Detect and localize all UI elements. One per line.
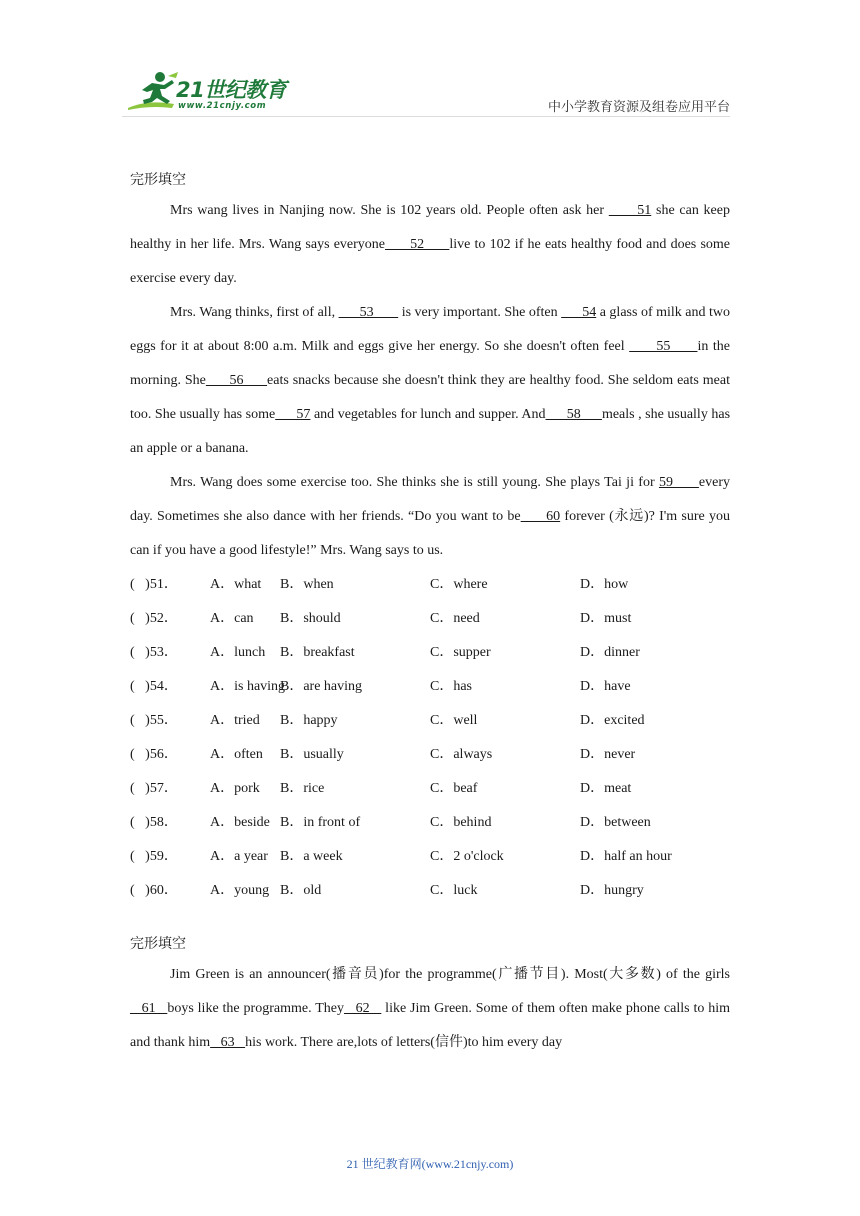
option-b: B．when [280, 577, 334, 592]
option-d: D．excited [580, 713, 645, 728]
header-divider [122, 116, 730, 117]
option-d: D．dinner [580, 645, 640, 660]
option-a: A．lunch [210, 645, 266, 660]
question-row [130, 568, 730, 602]
option-d: D．how [580, 577, 629, 592]
page-header [0, 0, 860, 130]
blank-54: 54 [561, 305, 597, 320]
option-a: A．pork [210, 781, 260, 796]
question-list [130, 568, 730, 908]
option-d: D．half an hour [580, 849, 672, 864]
question-row [130, 704, 730, 738]
question-row [130, 806, 730, 840]
question-number: ( )53． [130, 645, 178, 660]
option-c: C．has [430, 679, 472, 694]
question-number: ( )52． [130, 611, 178, 626]
blank-61: 61 [130, 1001, 168, 1016]
question-row [130, 738, 730, 772]
option-c: C．2 o'clock [430, 849, 504, 864]
question-row [130, 772, 730, 806]
option-d: D．must [580, 611, 632, 626]
question-row [130, 874, 730, 908]
option-b: B．old [280, 883, 322, 898]
option-d: D．meat [580, 781, 632, 796]
question-number: ( )60． [130, 883, 178, 898]
option-b: B．should [280, 611, 341, 626]
option-a: A．beside [210, 815, 270, 830]
question-number: ( )58． [130, 815, 178, 830]
option-b: B．a week [280, 849, 343, 864]
passage-1-paragraph-2: Mrs. Wang thinks, first of all, 53 is very important. She often 54 a glass of milk and two eggs for it at about 8:00 a.m. Milk and eggs give her energy. So she doesn't often feel 55 in the morning. She 56 eats snacks because she doesn't think they are healthy food. She seldom eats meat too. She usually has some 57 and vegetables for lunch and supper. And 58 meals , she usually has an apple or a banana. [130, 305, 731, 456]
blank-63: 63 [210, 1035, 246, 1050]
question-number: ( )55． [130, 713, 178, 728]
option-a: A．often [210, 747, 263, 762]
option-a: A．can [210, 611, 254, 626]
option-b: B．rice [280, 781, 325, 796]
option-b: B．usually [280, 747, 344, 762]
option-c: C．beaf [430, 781, 478, 796]
section-2-title: 完形填空 [130, 937, 186, 952]
blank-52: 52 [385, 237, 450, 252]
header-tagline: 中小学教育资源及组卷应用平台 [547, 99, 730, 114]
blank-57: 57 [275, 407, 311, 422]
question-number: ( )51． [130, 577, 178, 592]
option-d: D．hungry [580, 883, 644, 898]
option-a: A．is having [210, 679, 286, 694]
option-d: D．never [580, 747, 636, 762]
option-d: D．between [580, 815, 651, 830]
blank-53: 53 [338, 305, 399, 320]
option-a: A．what [210, 577, 262, 592]
section-1-title: 完形填空 [130, 173, 186, 188]
blank-56: 56 [205, 373, 268, 388]
brand-url: www.21cnjy.com [178, 101, 267, 111]
option-c: C．well [430, 713, 478, 728]
option-c: C．always [430, 747, 493, 762]
blank-55: 55 [629, 339, 698, 354]
option-b: B．in front of [280, 815, 361, 830]
passage-2-paragraph-1: Jim Green is an announcer(播音员)for the programme(广播节目). Most(大多数) of the girls 61 boys like the programme. They 62 like Jim Green. Some of them often make phone calls to him and thank him 63 his work. There are,lots of letters(信件)to him every day [130, 967, 731, 1050]
passage-1-paragraph-1: Mrs wang lives in Nanjing now. She is 102 years old. People often ask her 51 she can keep healthy in her life. Mrs. Wang says everyone 52 live to 102 if he eats healthy food and does some exercise every day. [130, 203, 730, 286]
option-b: B．are having [280, 679, 363, 694]
brand-name: 21世纪教育 [176, 78, 287, 102]
question-number: ( )57． [130, 781, 178, 796]
option-b: B．happy [280, 713, 338, 728]
worksheet-content [130, 168, 730, 1060]
question-row [130, 602, 730, 636]
option-a: A．young [210, 883, 270, 898]
passage-1-paragraph-3: Mrs. Wang does some exercise too. She thinks she is still young. She plays Tai ji for 59 every day. Sometimes she also dance with her friends. “Do you want to be 60 forever (永远)? I'm sure you can if you have a good lifestyle!” Mrs. Wang says to us. [130, 475, 731, 558]
question-row [130, 840, 730, 874]
option-c: C．need [430, 611, 480, 626]
option-b: B．breakfast [280, 645, 355, 660]
question-row [130, 670, 730, 704]
blank-62: 62 [343, 1001, 382, 1016]
question-number: ( )56． [130, 747, 178, 762]
option-c: C．luck [430, 883, 478, 898]
option-d: D．have [580, 679, 631, 694]
blank-51: 51 [608, 203, 652, 218]
blank-59: 59 [658, 475, 699, 490]
option-c: C．where [430, 577, 488, 592]
option-c: C．behind [430, 815, 492, 830]
page-footer: 21 世纪教育网(www.21cnjy.com) [346, 1157, 514, 1171]
question-number: ( )54． [130, 679, 178, 694]
question-number: ( )59． [130, 849, 178, 864]
blank-58: 58 [545, 407, 602, 422]
blank-60: 60 [520, 509, 561, 524]
question-row [130, 636, 730, 670]
option-a: A．a year [210, 849, 268, 864]
option-a: A．tried [210, 713, 260, 728]
option-c: C．supper [430, 645, 491, 660]
